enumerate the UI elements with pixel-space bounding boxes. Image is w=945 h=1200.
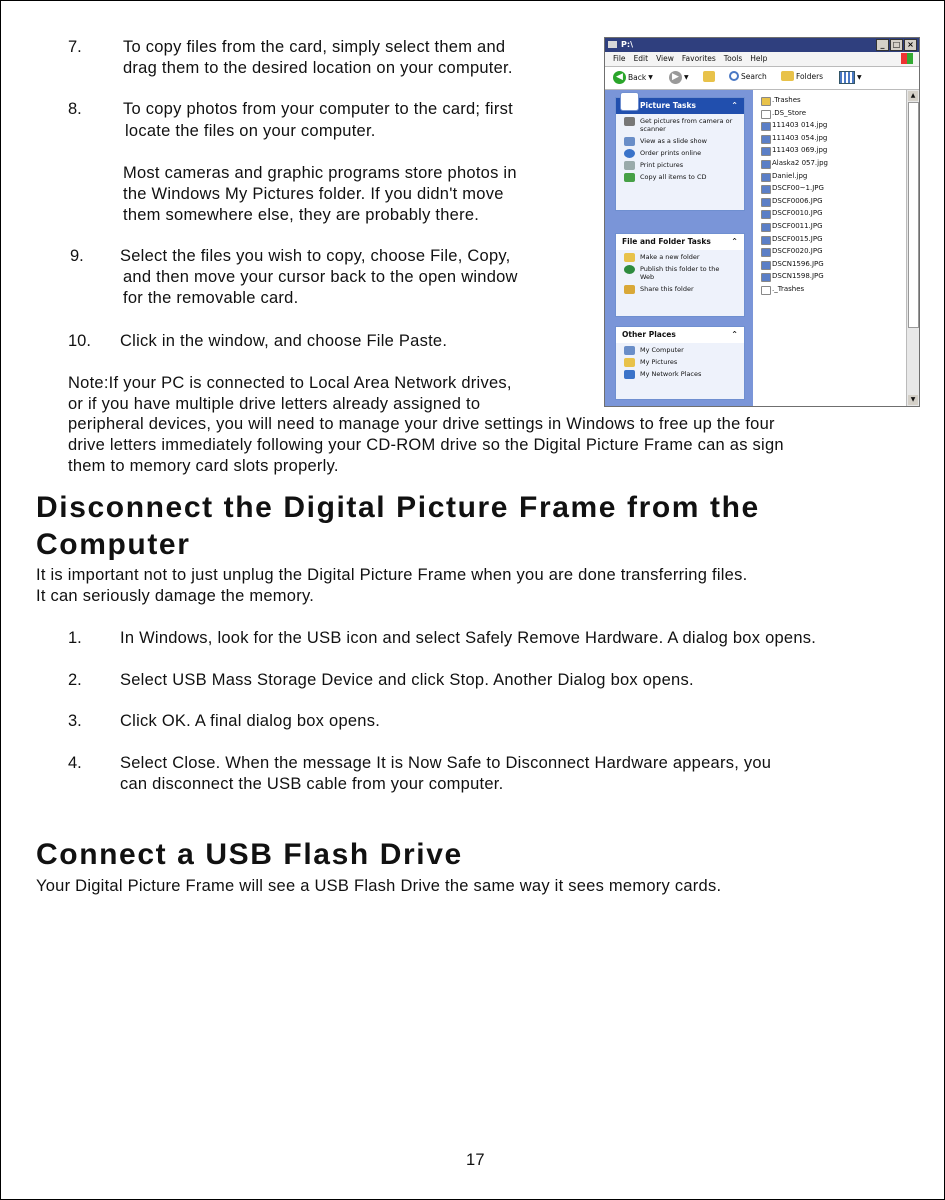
other-places-box	[615, 326, 745, 400]
file-folder-tasks-box	[615, 233, 745, 317]
folders-icon	[781, 71, 794, 81]
note-line: peripheral devices, you will need to manage your drive settings in Windows to free up the four	[68, 415, 775, 433]
my-pictures-icon	[624, 358, 635, 367]
picture-tasks-title: Picture Tasks	[640, 101, 696, 110]
vertical-scrollbar[interactable]	[906, 90, 919, 406]
back-button[interactable]: ◀ Back ▼	[613, 71, 653, 84]
file-name: DSCF0010.JPG	[772, 209, 823, 218]
search-button[interactable]	[729, 71, 767, 81]
cd-icon	[624, 173, 635, 182]
task-get-pictures[interactable]: Get pictures from camera or scanner	[616, 117, 744, 133]
file-item[interactable]	[761, 134, 827, 143]
file-item[interactable]	[761, 260, 824, 269]
step-number: 4.	[68, 754, 82, 772]
file-item[interactable]	[761, 109, 806, 118]
note-line: Note:If your PC is connected to Local Area Network drives,	[68, 374, 512, 392]
file-item[interactable]	[761, 159, 828, 168]
print-icon	[624, 161, 635, 170]
step-text: To copy files from the card, simply select them and	[123, 38, 506, 56]
search-icon	[729, 71, 739, 81]
up-folder-icon	[703, 71, 715, 82]
task-new-folder[interactable]: Make a new folder	[616, 253, 744, 261]
file-name: 111403 014.jpg	[772, 121, 828, 130]
place-network[interactable]: My Network Places	[616, 370, 744, 378]
file-name: .DS_Store	[772, 108, 807, 117]
file-name: DSCN1598.JPG	[772, 272, 824, 281]
image-file-icon	[761, 147, 771, 156]
note-line: or if you have multiple drive letters already assigned to	[68, 395, 481, 413]
step-text: Most cameras and graphic programs store photos in	[123, 164, 517, 182]
collapse-chevron-icon[interactable]: ⌃	[731, 237, 738, 246]
minimize-icon[interactable]: _	[876, 39, 889, 51]
image-file-icon	[761, 248, 771, 257]
back-arrow-icon: ◀	[613, 71, 626, 84]
windows-logo-icon	[901, 53, 913, 64]
toolbar	[605, 67, 919, 90]
file-name: DSCF0006.JPG	[772, 196, 823, 205]
picture-tasks-header[interactable]	[616, 98, 744, 114]
close-icon[interactable]: ×	[904, 39, 917, 51]
step-number: 9.	[70, 247, 84, 265]
share-folder-icon	[624, 285, 635, 294]
step-text: drag them to the desired location on your computer.	[123, 59, 513, 77]
up-folder-button[interactable]	[703, 71, 715, 82]
file-item[interactable]	[761, 96, 801, 105]
step-number: 3.	[68, 712, 82, 730]
file-item[interactable]	[761, 146, 827, 155]
file-item[interactable]	[761, 197, 823, 206]
collapse-chevron-icon[interactable]: ⌃	[731, 330, 738, 339]
scroll-up-icon[interactable]: ▲	[908, 91, 918, 101]
file-item[interactable]	[761, 172, 807, 181]
section-intro: Your Digital Picture Frame will see a USB Flash Drive the same way it sees memory cards.	[36, 877, 722, 895]
step-text: the Windows My Pictures folder. If you didn't move	[123, 185, 504, 203]
step-text: them somewhere else, they are probably there.	[123, 206, 480, 224]
explorer-window-screenshot	[604, 37, 920, 407]
file-name: DSCF00~1.JPG	[772, 184, 824, 193]
image-file-icon	[761, 160, 771, 169]
file-icon	[761, 286, 771, 295]
menu-file[interactable]: File	[613, 54, 626, 63]
menu-help[interactable]: Help	[750, 54, 768, 63]
step-text: Select Close. When the message It is Now Safe to Disconnect Hardware appears, you	[120, 754, 772, 772]
image-file-icon	[761, 223, 771, 232]
page-number: 17	[466, 1151, 485, 1169]
views-button[interactable]: ▼	[839, 71, 862, 84]
step-text: Click in the window, and choose File Paste.	[120, 332, 448, 350]
task-order-prints[interactable]: Order prints online	[616, 149, 744, 157]
publish-web-icon	[624, 265, 635, 274]
scroll-thumb[interactable]	[908, 102, 919, 328]
file-list	[761, 90, 905, 406]
file-name: DSCF0015.JPG	[772, 234, 823, 243]
image-file-icon	[761, 210, 771, 219]
step-text: Select USB Mass Storage Device and click Stop. Another Dialog box opens.	[120, 671, 694, 689]
image-file-icon	[761, 198, 771, 207]
step-number: 7.	[68, 38, 82, 56]
file-item[interactable]	[761, 209, 823, 218]
search-label: Search	[741, 71, 767, 81]
place-my-computer[interactable]: My Computer	[616, 346, 744, 354]
task-copy-to-cd[interactable]: Copy all items to CD	[616, 173, 744, 181]
image-file-icon	[761, 236, 771, 245]
place-my-pictures[interactable]: My Pictures	[616, 358, 744, 366]
step-number: 8.	[68, 100, 82, 118]
note-line: drive letters immediately following your CD-ROM drive so the Digital Picture Frame can as sign	[68, 436, 784, 454]
menu-view[interactable]: View	[656, 54, 674, 63]
file-folder-tasks-title: File and Folder Tasks	[622, 237, 711, 246]
section-intro: It is important not to just unplug the Digital Picture Frame when you are done transferring files.	[36, 566, 748, 584]
step-text: can disconnect the USB cable from your computer.	[120, 775, 504, 793]
menu-tools[interactable]: Tools	[723, 54, 743, 63]
file-name: 111403 054.jpg	[772, 133, 828, 142]
folders-button[interactable]	[781, 71, 823, 81]
image-file-icon	[761, 135, 771, 144]
menu-favorites[interactable]: Favorites	[681, 54, 716, 63]
new-folder-icon	[624, 253, 635, 262]
network-places-icon	[624, 370, 635, 379]
folders-label: Folders	[796, 71, 824, 81]
file-item[interactable]	[761, 235, 823, 244]
task-slide-show[interactable]: View as a slide show	[616, 137, 744, 145]
image-file-icon	[761, 122, 771, 131]
step-text: Click OK. A final dialog box opens.	[120, 712, 381, 730]
other-places-title: Other Places	[622, 330, 676, 339]
order-prints-icon	[624, 149, 635, 158]
task-publish-web[interactable]: Publish this folder to the Web	[616, 265, 744, 281]
back-label: Back	[628, 73, 647, 82]
views-icon	[839, 71, 855, 84]
file-icon	[761, 110, 771, 119]
file-name: DSCF0020.JPG	[772, 247, 823, 256]
image-file-icon	[761, 185, 771, 194]
folder-icon	[761, 97, 771, 106]
collapse-chevron-icon[interactable]: ⌃	[731, 101, 738, 110]
file-item[interactable]	[761, 272, 824, 281]
menu-edit[interactable]: Edit	[633, 54, 649, 63]
picture-tasks-icon	[620, 92, 639, 111]
note-line: them to memory card slots properly.	[68, 457, 339, 475]
section-heading: Disconnect the Digital Picture Frame from the	[36, 491, 760, 524]
step-number: 1.	[68, 629, 82, 647]
section-intro: It can seriously damage the memory.	[36, 587, 315, 605]
file-name: 111403 069.jpg	[772, 146, 828, 155]
maximize-icon[interactable]: □	[890, 39, 903, 51]
file-name: .Trashes	[772, 96, 801, 104]
file-item[interactable]	[761, 222, 823, 231]
file-name: DSCN1596.JPG	[772, 259, 824, 268]
file-folder-tasks-header[interactable]	[616, 234, 744, 250]
camera-icon	[624, 117, 635, 126]
file-item[interactable]	[761, 184, 824, 193]
step-text: To copy photos from your computer to the card; first	[123, 100, 513, 118]
forward-arrow-icon: ▶	[669, 71, 682, 84]
step-text: for the removable card.	[123, 289, 299, 307]
image-file-icon	[761, 261, 771, 270]
my-computer-icon	[624, 346, 635, 355]
window-titlebar	[605, 38, 919, 52]
file-name: ._Trashes	[772, 285, 805, 293]
file-name: DSCF0011.JPG	[772, 222, 823, 230]
drive-icon	[608, 41, 617, 48]
file-name: Daniel.jpg	[772, 171, 808, 180]
scroll-down-icon[interactable]: ▼	[908, 395, 918, 405]
file-item[interactable]	[761, 121, 827, 130]
task-pane	[605, 90, 753, 406]
step-text: Select the files you wish to copy, choose File, Copy,	[120, 247, 511, 265]
slideshow-icon	[624, 137, 635, 146]
menu-bar	[605, 52, 919, 67]
image-file-icon	[761, 273, 771, 282]
file-item[interactable]	[761, 285, 804, 294]
step-number: 2.	[68, 671, 82, 689]
file-item[interactable]	[761, 247, 823, 256]
task-print-pictures[interactable]: Print pictures	[616, 161, 744, 169]
step-text: and then move your cursor back to the open window	[123, 268, 518, 286]
file-name: Alaska2 057.jpg	[772, 159, 828, 167]
picture-tasks-box	[615, 97, 745, 211]
image-file-icon	[761, 173, 771, 182]
other-places-header[interactable]	[616, 327, 744, 343]
window-title: P:\	[621, 40, 633, 49]
section-heading: Connect a USB Flash Drive	[36, 838, 463, 871]
task-share-folder[interactable]: Share this folder	[616, 285, 744, 293]
step-text: In Windows, look for the USB icon and select Safely Remove Hardware. A dialog box opens.	[120, 629, 817, 647]
step-text: locate the files on your computer.	[125, 122, 376, 140]
section-heading: Computer	[36, 528, 191, 561]
step-number: 10.	[68, 332, 91, 350]
forward-button[interactable]: ▶ ▼	[669, 71, 689, 84]
